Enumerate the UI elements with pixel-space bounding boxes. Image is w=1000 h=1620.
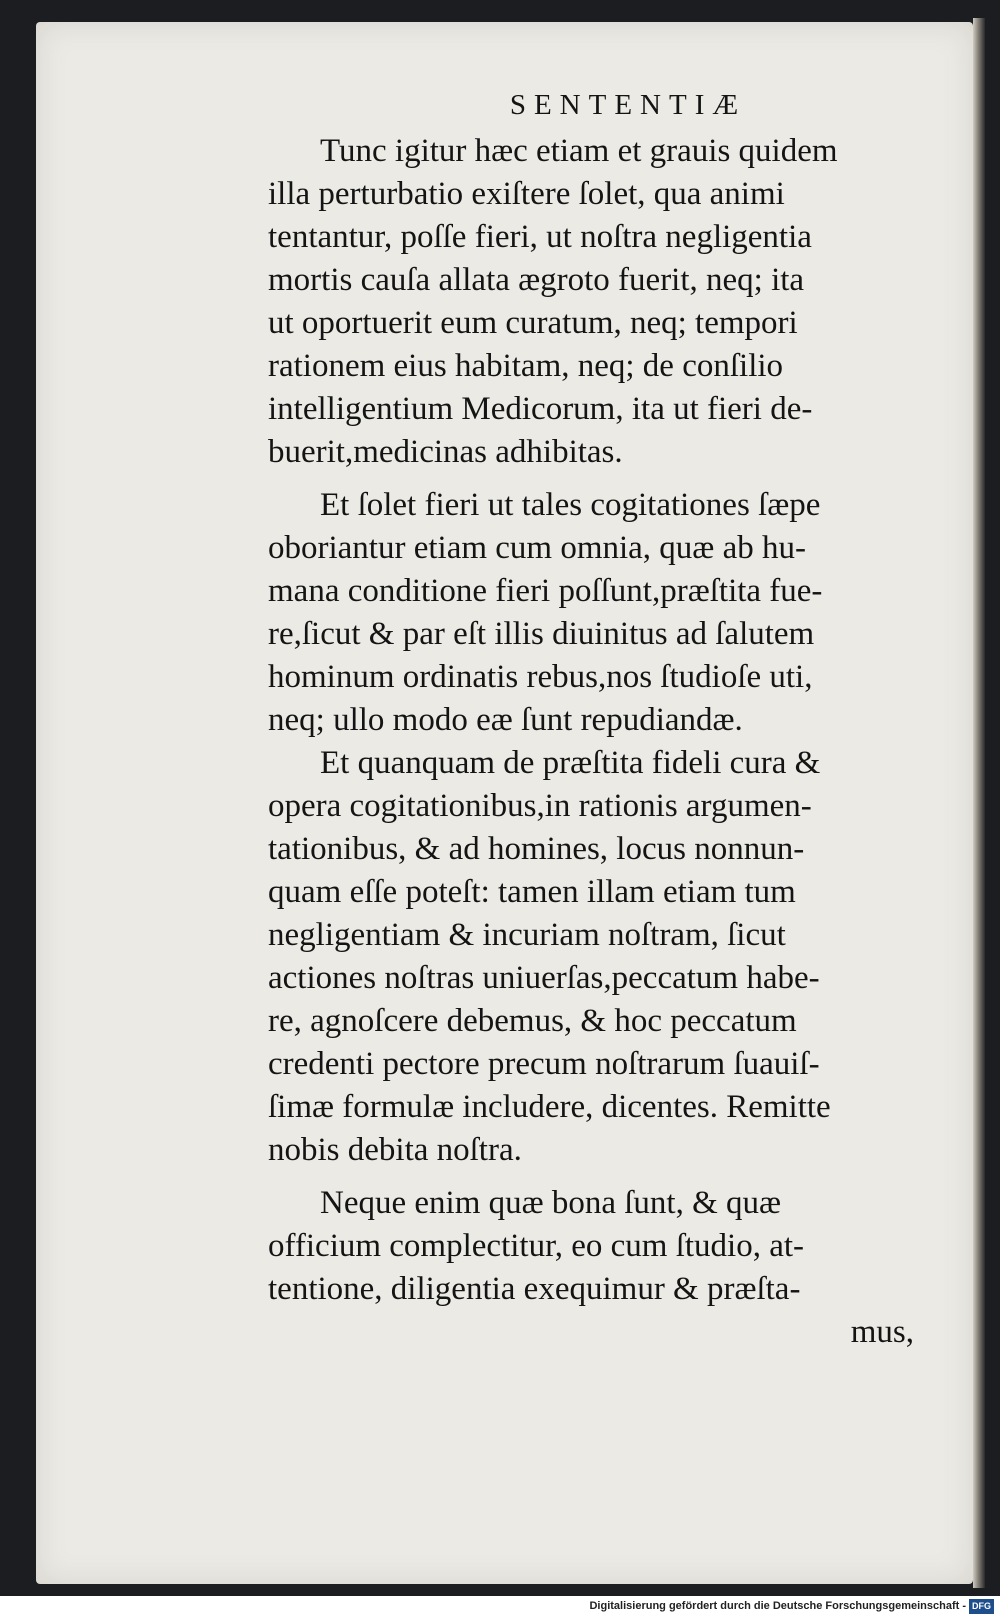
text-line: tationibus, & ad homines, locus nonnun- bbox=[268, 831, 805, 867]
text-line: ſimæ formulæ includere, dicentes. Remitte bbox=[268, 1089, 831, 1125]
page-text bbox=[268, 86, 948, 1354]
text-line: Neque enim quæ bona ſunt, & quæ bbox=[320, 1185, 782, 1221]
text-line: re, agnoſcere debemus, & hoc peccatum bbox=[268, 1003, 797, 1039]
text-line: Et quanquam de præſtita fideli cura & bbox=[320, 745, 821, 781]
digitization-footer bbox=[0, 1596, 1000, 1620]
paragraph-4 bbox=[268, 1182, 948, 1311]
dfg-logo-icon: DFG bbox=[969, 1599, 994, 1614]
text-line: quam eſſe poteſt: tamen illam etiam tum bbox=[268, 874, 796, 910]
running-head: SENTENTIÆ bbox=[509, 89, 747, 121]
text-line: officium complectitur, eo cum ſtudio, at- bbox=[268, 1228, 805, 1264]
text-line: hominum ordinatis rebus,nos ſtudioſe uti, bbox=[268, 659, 813, 695]
text-line: credenti pectore precum noſtrarum ſuauiſ- bbox=[268, 1046, 820, 1082]
text-line: negligentiam & incuriam noſtram, ſicut bbox=[268, 917, 786, 953]
text-line: nobis debita noſtra. bbox=[268, 1132, 522, 1168]
text-line: oboriantur etiam cum omnia, quæ ab hu- bbox=[268, 530, 806, 566]
paragraph-2 bbox=[268, 484, 948, 742]
text-line: Et ſolet fieri ut tales cogitationes ſæpe bbox=[320, 487, 821, 523]
text-line: mana conditione fieri poſſunt,præſtita fue- bbox=[268, 573, 823, 609]
paragraph-3 bbox=[268, 742, 948, 1172]
text-line: opera cogitationibus,in rationis argumen- bbox=[268, 788, 812, 824]
text-line: rationem eius habitam, neq; de conſilio bbox=[268, 348, 784, 384]
text-line: neq; ullo modo eæ ſunt repudiandæ. bbox=[268, 702, 743, 738]
catchword: mus, bbox=[850, 1314, 914, 1350]
text-line: ut oportuerit eum curatum, neq; tempori bbox=[268, 305, 798, 341]
paragraph-gap bbox=[268, 1172, 948, 1182]
text-line: re,ſicut & par eſt illis diuinitus ad ſalutem bbox=[268, 616, 815, 652]
text-line: tentione, diligentia exequimur & præſta- bbox=[268, 1271, 801, 1307]
text-line: buerit,medicinas adhibitas. bbox=[268, 434, 623, 470]
text-line: illa perturbatio exiſtere ſolet, qua animi bbox=[268, 176, 785, 212]
page-edge bbox=[973, 18, 985, 1588]
text-line: actiones noſtras uniuerſas,peccatum habe- bbox=[268, 960, 820, 996]
paragraph-gap bbox=[268, 474, 948, 484]
text-line: intelligentium Medicorum, ita ut fieri de- bbox=[268, 391, 813, 427]
text-line: Tunc igitur hæc etiam et grauis quidem bbox=[320, 133, 838, 169]
text-line: tentantur, poſſe fieri, ut noſtra negligentia bbox=[268, 219, 812, 255]
funding-credit: Digitalisierung gefördert durch die Deutsche Forschungsgemeinschaft - bbox=[589, 1600, 966, 1612]
paragraph-1 bbox=[268, 130, 948, 474]
text-line: mortis cauſa allata ægroto fuerit, neq; ita bbox=[268, 262, 805, 298]
